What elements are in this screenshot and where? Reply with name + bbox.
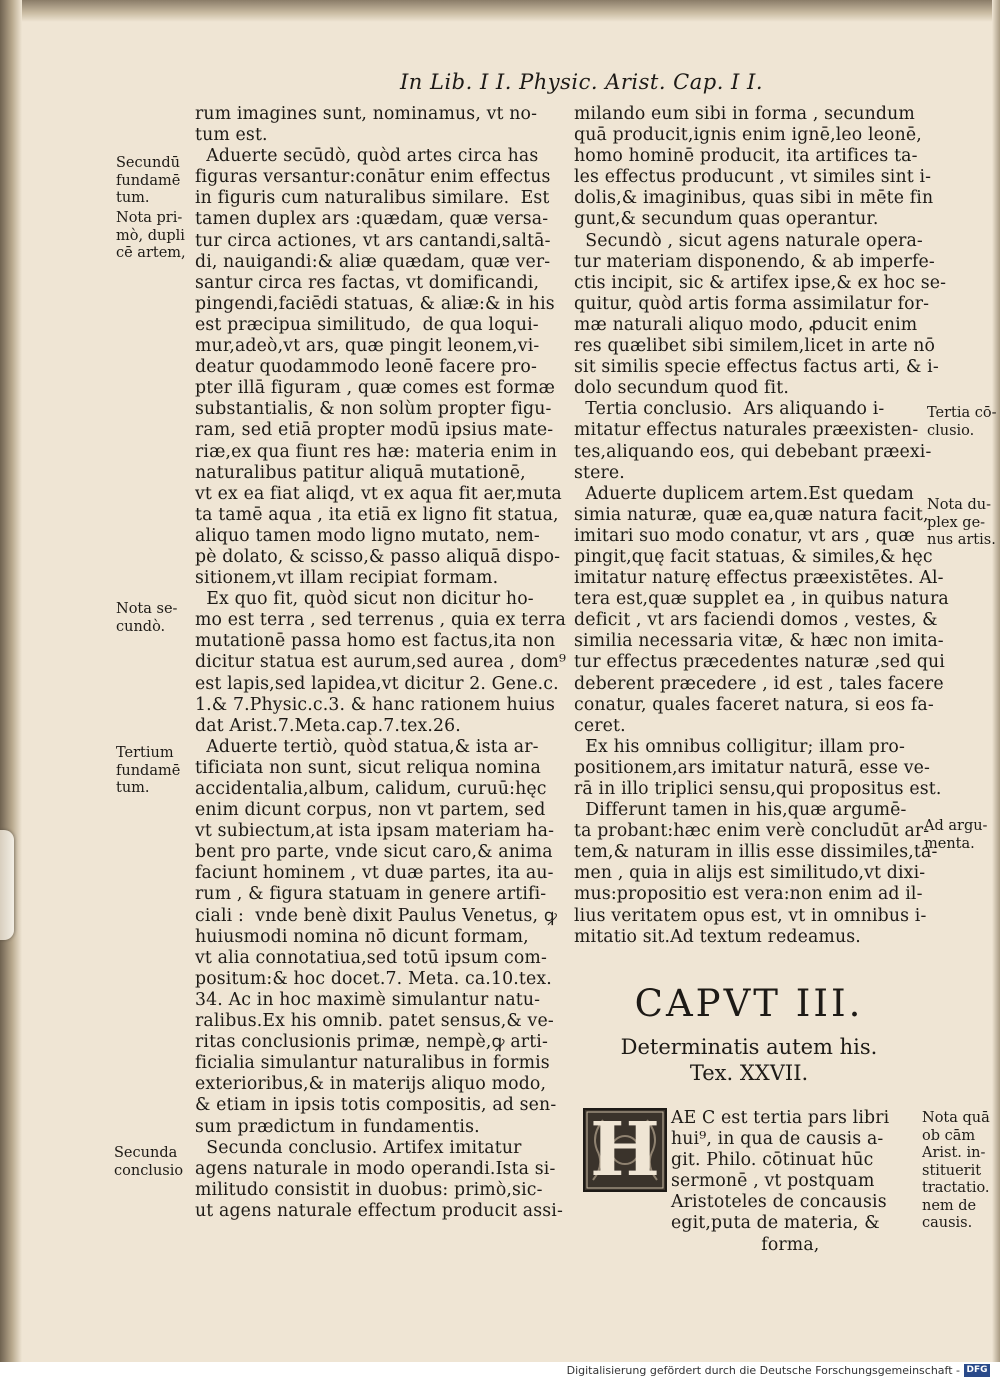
text-line: mo est terra , sed terrenus , quia ex terra	[195, 610, 566, 631]
text-line: tur effectus præcedentes naturæ ,sed qui	[574, 652, 945, 673]
text-line: Differunt tamen in his,quæ argumē-	[574, 800, 907, 821]
text-line: huiusmodi nomina nō dicunt formam,	[195, 926, 529, 947]
text-line: simia naturæ, quæ ea,quæ natura facit,	[574, 504, 929, 525]
text-line: sum prædictum in fundamentis.	[195, 1116, 480, 1137]
text-line: Aristoteles de concausis	[671, 1192, 887, 1213]
chapter-subtitle: Determinatis autem his.	[620, 1035, 878, 1059]
text-line: vt subiectum,at ista ipsam materiam ha-	[195, 821, 555, 842]
text-line: faciunt hominem , vt duæ partes, ita au-	[195, 863, 554, 884]
text-line: similia necessaria vitæ, & hæc non imita-	[574, 631, 944, 652]
text-line: 1.& 7.Physic.c.3. & hanc rationem huius	[195, 694, 556, 715]
text-line: deatur quodammodo leonē facere pro-	[195, 357, 537, 378]
text-line: rum , & figura statuam in genere artifi-	[195, 884, 547, 905]
text-line: ut agens naturale effectum producit assi-	[195, 1200, 563, 1221]
funding-credit: Digitalisierung gefördert durch die Deutsche Forschungsgemeinschaft -	[566, 1364, 960, 1377]
text-line: figuras versantur:conātur enim effectus	[195, 167, 551, 188]
margin-note-left-5: Secunda conclusio	[114, 1145, 184, 1179]
text-line: tur materiam disponendo, & ab imperfe-	[574, 251, 935, 272]
text-line: imitatur naturę effectus præexistētes. Al-	[574, 568, 944, 589]
margin-note-right-4: Nota quā ob cām Arist. in- stituerit tractatio. nem de causis.	[922, 1110, 990, 1231]
text-line: tes,aliquando eos, qui debebant præexi-	[574, 441, 932, 462]
text-line: AE C est tertia pars libri	[671, 1108, 890, 1128]
text-line: homo hominē producit, ita artifices ta-	[574, 146, 918, 167]
text-line: res quælibet sibi similem,licet in arte nō	[574, 336, 936, 357]
text-line: accidentalia,album, calidum, curuū:hęc	[195, 779, 547, 799]
text-line: git. Philo. cōtinuat hūc	[671, 1150, 874, 1171]
text-line: dolis,& imaginibus, quas sibi in mēte fin	[574, 188, 934, 209]
initial-letter: H	[590, 1108, 660, 1192]
text-line: mur,adeò,vt ars, quæ pingit leonem,vi-	[195, 336, 540, 357]
text-line: agens naturale in modo operandi.Ista si-	[195, 1158, 556, 1179]
text-line: tur circa actiones, vt ars cantandi,saltā-	[195, 230, 551, 251]
text-line: ta probant:hæc enim verè concludūt ar-	[574, 821, 930, 842]
dfg-logo: DFG	[964, 1364, 990, 1377]
text-line: 34. Ac in hoc maximè simulantur natu-	[195, 989, 541, 1010]
text-line: forma,	[671, 1234, 820, 1255]
text-line: stere.	[574, 462, 625, 483]
text-line: ficialia simulantur naturalibus in formis	[195, 1053, 550, 1074]
text-line: Ex quo fit, quòd sicut non dicitur ho-	[195, 589, 534, 610]
text-line: men , quia in alijs est similitudo,vt dixi-	[574, 863, 926, 884]
text-line: mæ naturali aliquo modo, ꝓducit enim	[574, 314, 918, 335]
margin-note-right-1: Tertia cō- clusio.	[927, 405, 997, 439]
text-line: ciali : vnde benè dixit Paulus Venetus, ꝙ	[195, 905, 557, 926]
text-line: mus:propositio est vera:non enim ad il-	[574, 884, 923, 905]
text-line: est præcipua similitudo, de qua loqui-	[195, 314, 539, 335]
text-line: santur circa res factas, vt domificandi,	[195, 272, 540, 293]
text-line: tificiata non sunt, sicut reliqua nomina	[195, 757, 541, 778]
text-line: ram, sed etiā propter modū ipsius mate-	[195, 420, 554, 441]
text-line: mitatur effectus naturales præexisten-	[574, 420, 919, 441]
text-line: naturalibus patitur aliquā mutationē,	[195, 462, 526, 483]
text-line: mutationē passa homo est factus,ita non	[195, 631, 556, 652]
text-line: tem,& naturam in illis esse dissimiles,ta-	[574, 842, 938, 863]
text-line: ralibus.Ex his omnib. patet sensus,& ve-	[195, 1011, 554, 1032]
page-top-edge	[0, 0, 1000, 22]
text-line: exterioribus,& in materijs aliquo modo,	[195, 1074, 547, 1095]
text-line: pter illā figuram , quæ comes est formæ	[195, 378, 555, 399]
text-line: Secunda conclusio. Artifex imitatur	[195, 1137, 522, 1158]
text-line: rā in illo triplici sensu,qui propositus est.	[574, 779, 942, 799]
running-head: In Lib. I I. Physic. Arist. Cap. I I.	[400, 70, 764, 94]
text-line: Secundò , sicut agens naturale opera-	[574, 230, 923, 251]
text-line: ctis incipit, sic & artifex ipse,& ex hoc se-	[574, 272, 947, 293]
margin-note-left-1: Secundū fundamē tum.	[116, 155, 181, 206]
text-line: vt ex ea fiat aliqd, vt ex aqua fit aer,muta	[195, 483, 562, 504]
text-line: in figuris cum naturalibus similare. Est	[195, 188, 550, 209]
text-line: imitari suo modo conatur, vt ars , quæ	[574, 525, 915, 546]
text-line: sit similis specie effectus factus arti, & i-	[574, 357, 939, 378]
text-line: sitionem,vt illam recipiat formam.	[195, 568, 499, 589]
text-line: ta tamē aqua , ita etiā ex ligno fit statua,	[195, 504, 559, 525]
text-line: aliquo tamen modo ligno mutato, nem-	[195, 525, 540, 546]
text-line: militudo consistit in duobus: primò,sic-	[195, 1179, 543, 1200]
text-line: tamen duplex ars :quædam, quæ versa-	[195, 209, 549, 230]
text-line: dolo secundum quod fit.	[574, 378, 789, 399]
text-line: Aduerte duplicem artem.Est quedam	[574, 483, 914, 504]
chapter-opening-text	[671, 1108, 926, 1256]
text-line: hui⁹, in qua de causis a-	[671, 1129, 884, 1150]
page-right-edge	[992, 0, 1000, 1362]
text-line: egit,puta de materia, &	[671, 1213, 880, 1234]
text-line: Aduerte secūdò, quòd artes circa has	[195, 146, 539, 167]
text-line: mitatio sit.Ad textum redeamus.	[574, 926, 861, 947]
text-line: rum imagines sunt, nominamus, vt no-	[195, 104, 538, 124]
text-line: enim dicunt corpus, non vt partem, sed	[195, 800, 546, 821]
text-line: est lapis,sed lapidea,vt dicitur 2. Gene.c.	[195, 673, 559, 694]
text-line: deberent præcedere , id est , tales facere	[574, 673, 944, 694]
text-line: tera est,quæ supplet ea , in quibus natura	[574, 589, 949, 610]
chapter-text-number: Tex. XXVII.	[689, 1061, 809, 1085]
decorated-initial	[583, 1108, 667, 1192]
right-text-column	[574, 104, 949, 948]
page-fore-edge	[0, 830, 14, 940]
margin-note-right-3: Ad argu- menta.	[924, 818, 988, 852]
margin-note-left-3: Nota se- cundò.	[116, 601, 178, 635]
margin-note-left-4: Tertium fundamē tum.	[116, 745, 181, 796]
text-line: lius veritatem opus est, vt in omnibus i-	[574, 905, 927, 926]
text-line: quitur, quòd artis forma assimilatur for-	[574, 293, 930, 314]
text-line: Aduerte tertiò, quòd statua,& ista ar-	[195, 736, 539, 757]
text-line: conatur, quales faceret natura, si eos fa-	[574, 694, 934, 715]
text-line: substantialis, & non solùm propter figu-	[195, 399, 552, 420]
text-line: vt alia connotatiua,sed totū ipsum com-	[195, 947, 547, 968]
text-line: tum est.	[195, 125, 268, 146]
margin-note-left-2: Nota pri- mò, dupli cē artem,	[116, 210, 186, 261]
text-line: positionem,ars imitatur naturā, esse ve-	[574, 757, 930, 778]
text-line: positum:& hoc docet.7. Meta. ca.10.tex.	[195, 968, 552, 989]
left-text-column	[195, 104, 567, 1222]
text-line: gunt,& secundum quas operantur.	[574, 209, 879, 230]
binding-gutter	[0, 0, 22, 1362]
text-line: quā producit,ignis enim ignē,leo leonē,	[574, 125, 922, 146]
text-line: les effectus producunt , vt similes sint i-	[574, 167, 932, 188]
text-line: pè dolato, & scisso,& passo aliquā dispo-	[195, 546, 561, 567]
text-line: milando eum sibi in forma , secundum	[574, 104, 915, 124]
text-line: Tertia conclusio. Ars aliquando i-	[574, 399, 885, 420]
chapter-title: CAPVT III.	[634, 982, 864, 1025]
text-line: pingendi,faciēdi statuas, & aliæ:& in his	[195, 293, 555, 314]
text-line: Ex his omnibus colligitur; illam pro-	[574, 736, 905, 757]
text-line: ritas conclusionis primæ, nempè,ꝙ arti-	[195, 1032, 548, 1053]
text-line: sermonē , vt postquam	[671, 1171, 875, 1192]
text-line: ceret.	[574, 715, 626, 736]
text-line: di, nauigandi:& aliæ quædam, quæ ver-	[195, 251, 551, 272]
text-line: riæ,ex qua fiunt res hæ: materia enim in	[195, 441, 558, 462]
text-line: dicitur statua est aurum,sed aurea , dom⁹	[195, 652, 567, 673]
margin-note-right-2: Nota du- plex ge- nus artis.	[927, 497, 996, 548]
text-line: dat Arist.7.Meta.cap.7.tex.26.	[195, 715, 461, 736]
text-line: bent pro parte, vnde sicut caro,& anima	[195, 842, 553, 863]
text-line: deficit , vt ars faciendi domos , vestes, &	[574, 610, 938, 631]
text-line: & etiam in ipsis totis compositis, ad sen-	[195, 1095, 557, 1116]
text-line: pingit,quę facit statuas, & similes,& hęc	[574, 546, 933, 567]
